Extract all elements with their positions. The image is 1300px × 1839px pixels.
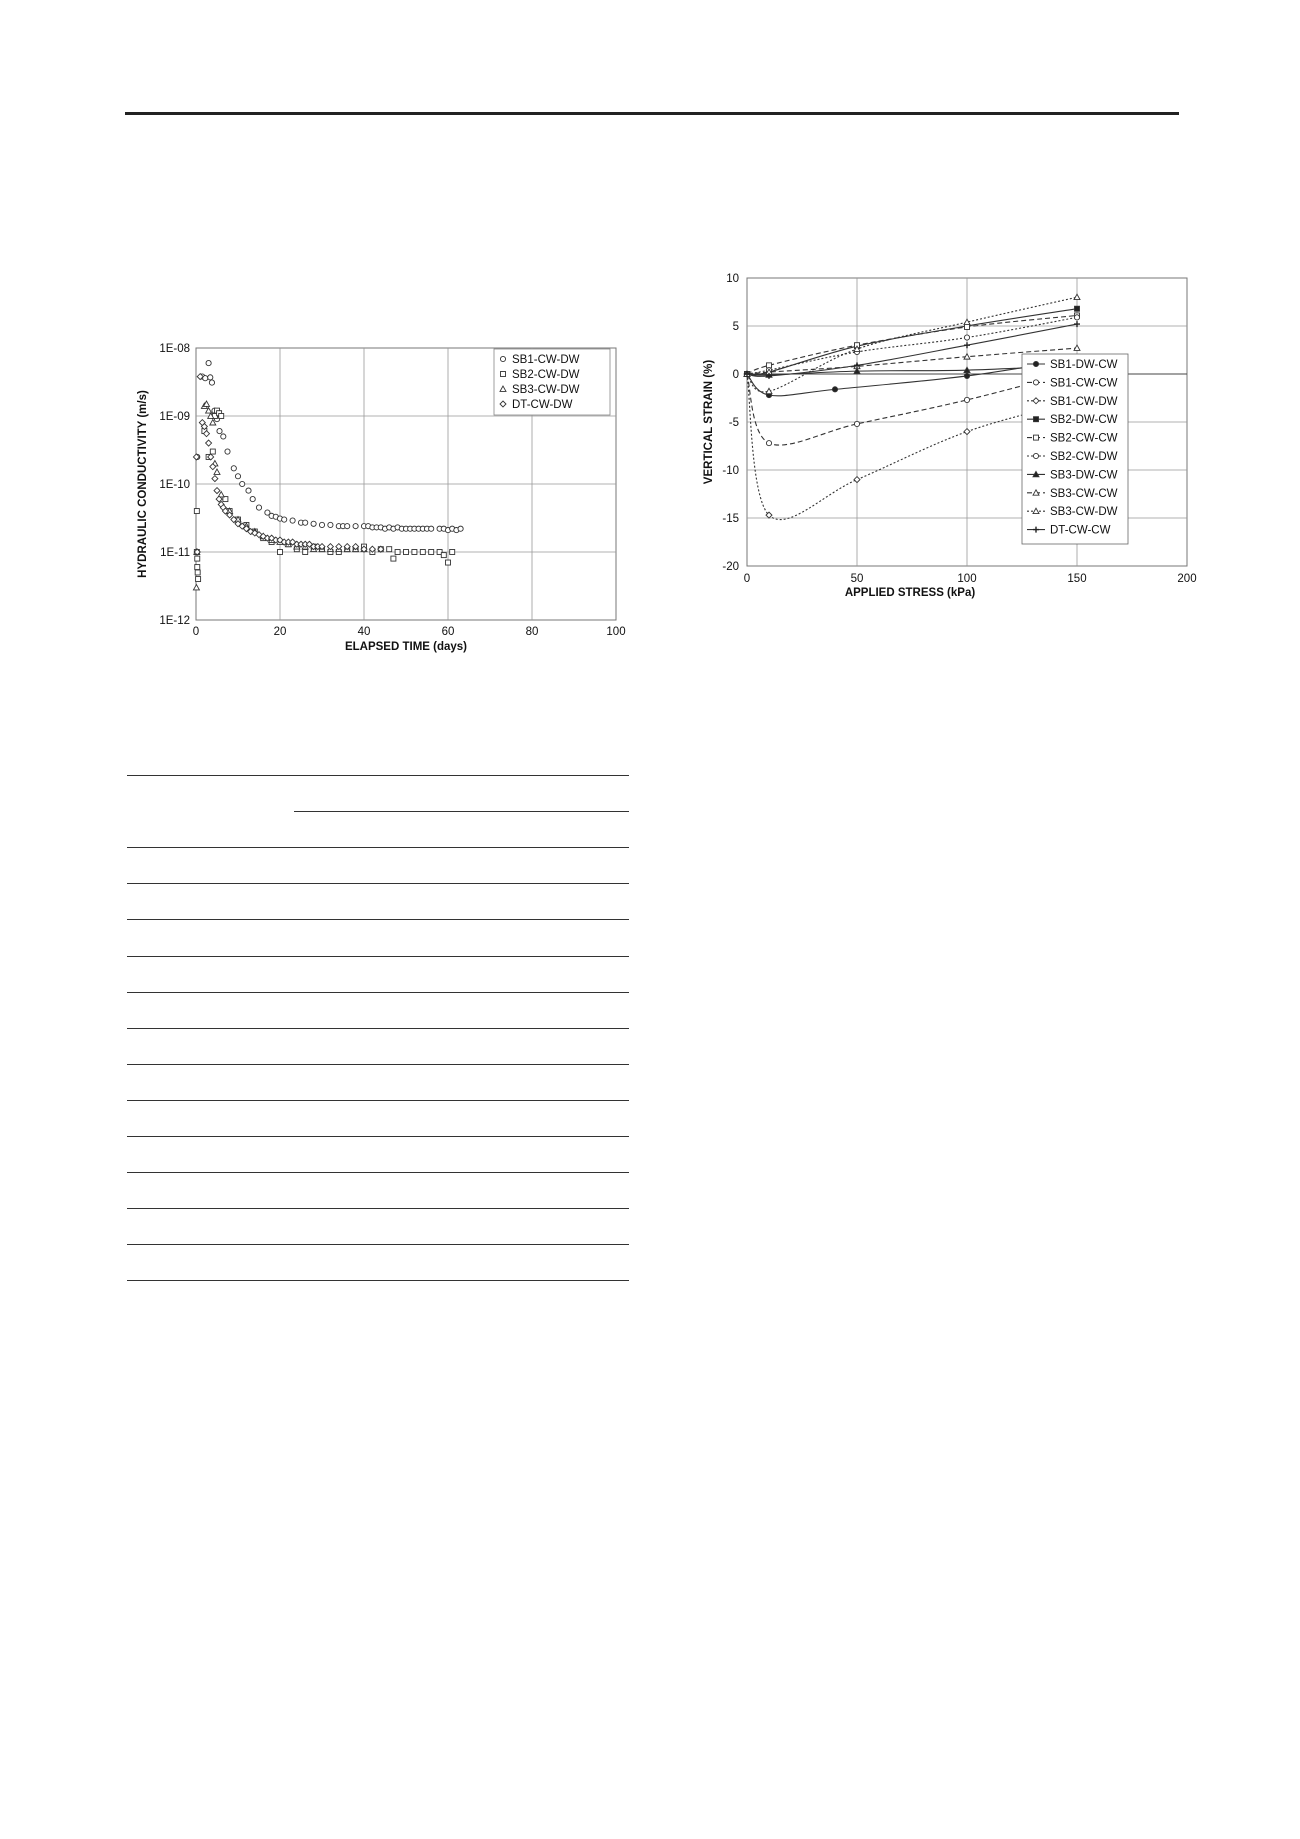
y-tick-label: 5 — [732, 321, 739, 333]
data-point — [250, 496, 255, 501]
data-point — [964, 397, 969, 402]
legend-label: DT-CW-CW — [1050, 524, 1111, 537]
data-point — [319, 522, 324, 527]
vertical-strain-svg — [680, 262, 1197, 599]
data-point — [195, 556, 200, 561]
y-tick-label: -20 — [722, 561, 739, 573]
empty-table — [127, 775, 629, 1281]
table-rule-row — [127, 1136, 629, 1137]
x-tick-label: 20 — [273, 626, 287, 638]
data-point — [231, 466, 236, 471]
data-point — [217, 428, 222, 433]
y-tick-label: 1E-11 — [160, 547, 190, 559]
legend-label: SB2-CW-DW — [1050, 451, 1118, 463]
legend-marker — [1033, 453, 1038, 458]
data-point — [303, 550, 308, 555]
data-point — [246, 488, 251, 493]
data-point — [964, 373, 969, 378]
x-axis-title: ELAPSED TIME (days) — [344, 641, 468, 653]
legend-label: SB1-DW-CW — [1050, 359, 1118, 371]
data-point — [446, 560, 451, 565]
y-tick-label: 10 — [726, 273, 739, 285]
table-rule-row — [127, 1064, 629, 1065]
data-point — [282, 517, 287, 522]
y-axis-title: VERTICAL STRAIN (%) — [703, 359, 715, 485]
table-rule-row — [127, 1244, 629, 1245]
x-tick-label: 150 — [1067, 573, 1087, 585]
data-point — [412, 550, 417, 555]
data-point — [404, 550, 409, 555]
legend-label: SB3-CW-DW — [1050, 506, 1118, 519]
data-point — [240, 481, 245, 486]
legend-marker — [1033, 380, 1038, 385]
data-point — [450, 550, 455, 555]
data-point — [208, 375, 213, 380]
data-point — [832, 387, 837, 392]
x-tick-label: 60 — [441, 626, 455, 638]
table-rule-row — [127, 919, 629, 920]
data-point — [1075, 306, 1080, 311]
legend-marker — [1033, 361, 1038, 366]
legend-label: SB3-DW-CW — [1050, 469, 1118, 482]
data-point — [965, 324, 970, 329]
data-point — [256, 505, 261, 510]
legend-label: SB3-CW-CW — [1050, 487, 1118, 500]
table-rule-row — [127, 1208, 629, 1209]
x-tick-label: 80 — [525, 626, 539, 638]
data-point — [221, 434, 226, 439]
table-rule-header-bottom — [127, 847, 629, 848]
data-point — [209, 380, 214, 385]
y-tick-label: 1E-08 — [159, 343, 190, 355]
x-tick-label: 0 — [192, 626, 200, 638]
table-rule-row — [127, 956, 629, 957]
legend-label: SB1-CW-DW — [1050, 395, 1118, 408]
header-rule — [125, 112, 1179, 115]
legend-label: DT-CW-DW — [512, 399, 573, 411]
table-rule-row — [127, 1100, 629, 1101]
x-tick-label: 200 — [1177, 573, 1197, 585]
data-point — [278, 550, 283, 555]
x-tick-label: 40 — [357, 626, 371, 638]
y-tick-label: -5 — [728, 417, 739, 429]
hydraulic-conductivity-svg — [130, 330, 630, 662]
data-point — [767, 363, 772, 368]
x-tick-label: 0 — [743, 573, 751, 585]
y-tick-label: -15 — [722, 513, 739, 525]
data-point — [395, 550, 400, 555]
data-point — [458, 526, 463, 531]
data-point — [854, 421, 859, 426]
data-point — [219, 414, 224, 419]
data-point — [441, 553, 446, 558]
legend-label: SB1-CW-DW — [512, 354, 580, 366]
legend-marker — [500, 356, 505, 361]
data-point — [196, 577, 201, 582]
data-point — [290, 518, 295, 523]
data-point — [194, 509, 199, 514]
table-rule-subheader — [294, 811, 629, 812]
data-point — [195, 565, 200, 570]
data-point — [429, 526, 434, 531]
data-point — [345, 524, 350, 529]
data-point — [964, 335, 969, 340]
x-axis-title: APPLIED STRESS (kPa) — [844, 587, 976, 599]
data-point — [206, 360, 211, 365]
y-tick-label: 1E-09 — [159, 411, 190, 423]
data-point — [1074, 315, 1079, 320]
table-rule-row — [127, 1028, 629, 1029]
legend-label: SB2-CW-DW — [512, 369, 580, 381]
legend-marker — [1034, 435, 1039, 440]
x-tick-label: 50 — [850, 573, 864, 585]
table-rule-row — [127, 883, 629, 884]
legend-label: SB1-CW-CW — [1050, 377, 1118, 390]
data-point — [311, 521, 316, 526]
vertical-strain-chart — [680, 262, 1197, 599]
x-tick-label: 100 — [957, 573, 977, 585]
x-tick-label: 100 — [606, 626, 626, 638]
data-point — [235, 474, 240, 479]
data-point — [210, 449, 215, 454]
legend-marker — [501, 372, 506, 377]
legend-label: SB2-CW-CW — [1050, 432, 1118, 445]
data-point — [387, 547, 392, 552]
data-point — [353, 524, 358, 529]
data-point — [195, 570, 200, 575]
y-tick-label: 1E-12 — [159, 615, 190, 627]
legend-label: SB3-CW-DW — [512, 384, 580, 396]
y-axis-title: HYDRAULIC CONDUCTIVITY (m/s) — [137, 390, 149, 578]
hydraulic-conductivity-chart — [130, 330, 630, 662]
data-point — [420, 550, 425, 555]
y-tick-label: -10 — [722, 465, 739, 477]
table-rule-row — [127, 992, 629, 993]
data-point — [429, 550, 434, 555]
data-point — [328, 522, 333, 527]
legend-label: SB2-DW-CW — [1050, 414, 1118, 427]
data-point — [391, 556, 396, 561]
table-rule-top — [127, 775, 629, 776]
data-point — [766, 441, 771, 446]
data-point — [225, 449, 230, 454]
table-rule-row — [127, 1172, 629, 1173]
data-point — [303, 520, 308, 525]
table-rule-bottom — [127, 1280, 629, 1281]
legend-marker — [1034, 417, 1039, 422]
y-tick-label: 0 — [732, 369, 739, 381]
y-tick-label: 1E-10 — [159, 479, 190, 491]
